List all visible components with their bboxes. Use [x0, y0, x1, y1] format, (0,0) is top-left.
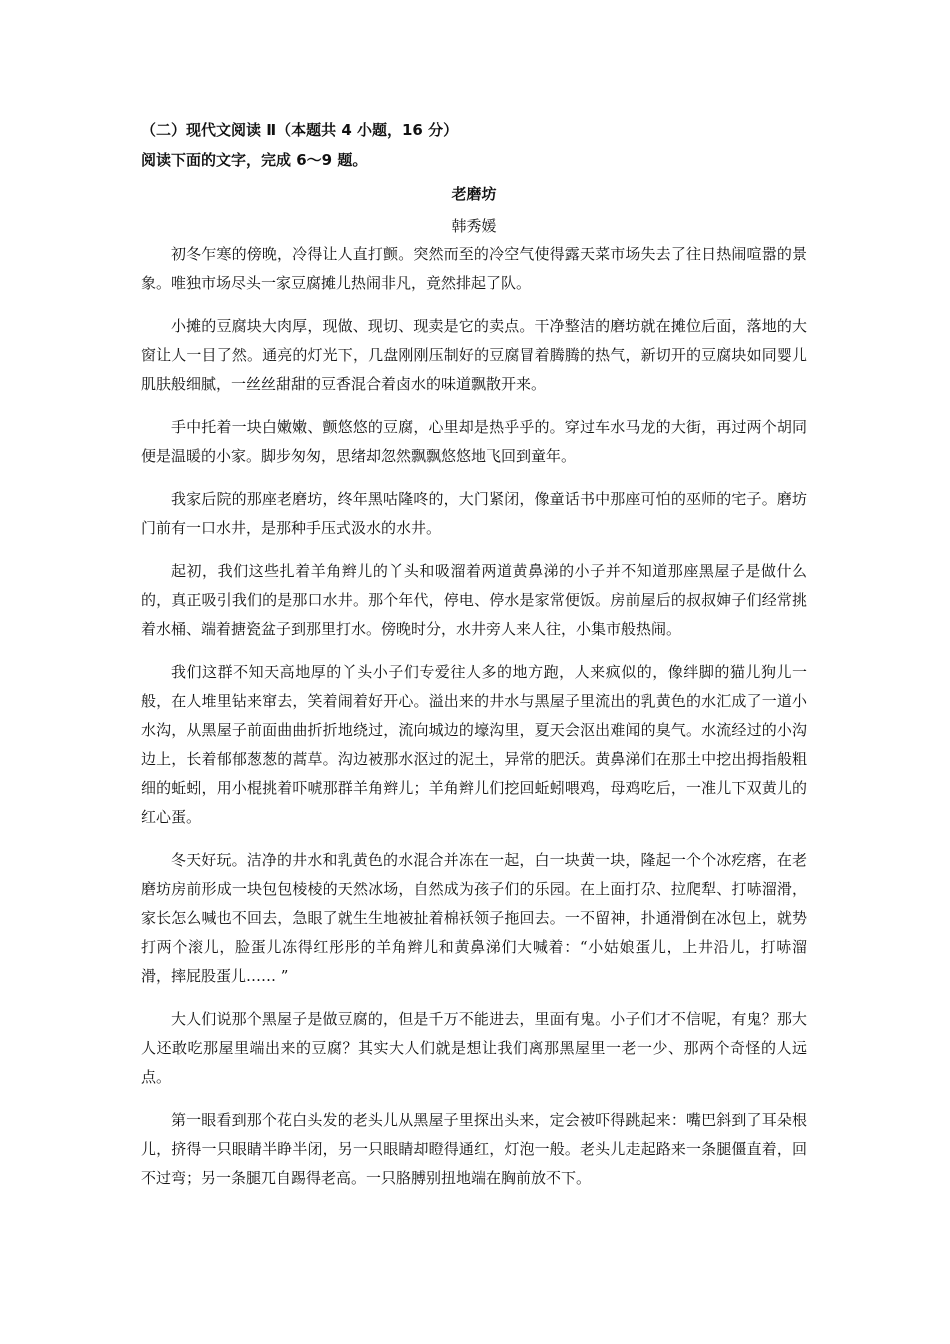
paragraph-9: 第一眼看到那个花白头发的老头儿从黑屋子里探出头来，定会被吓得跳起来：嘴巴斜到了耳朵根儿，挤得一只眼睛半睁半闭，另一只眼睛却瞪得通红，灯泡一般。老头儿走起路来一条腿僵直着，回不过弯；另一条腿兀自踢得老高。一只胳膊别扭地端在胸前放不下。	[141, 1111, 807, 1187]
paragraph-3: 手中托着一块白嫩嫩、颤悠悠的豆腐，心里却是热乎乎的。穿过车水马龙的大街，再过两个胡同便是温暖的小家。脚步匆匆，思绪却忽然飘飘悠悠地飞回到童年。	[141, 418, 807, 465]
paragraph-7: 冬天好玩。洁净的井水和乳黄色的水混合并冻在一起，白一块黄一块，隆起一个个冰疙瘩，在老磨坊房前形成一块包包棱棱的天然冰场，自然成为孩子们的乐园。在上面打尕、拉爬犁、打哧溜滑，家长怎么喊也不回去，急眼了就生生地被扯着棉袄领子拖回去。一不留神，扑通滑倒在冰包上，就势打两个滚儿，脸蛋儿冻得红彤彤的羊角辫儿和黄鼻涕们大喊着：“小姑娘蛋儿，上井沿儿，打哧溜滑，摔屁股蛋儿…… ”	[141, 851, 807, 985]
paragraph-8: 大人们说那个黑屋子是做豆腐的，但是千万不能进去，里面有鬼。小子们才不信呢，有鬼？那大人还敢吃那屋里端出来的豆腐？其实大人们就是想让我们离那黑屋里一老一少、那两个奇怪的人远点。	[141, 1010, 807, 1086]
reading-instruction: 阅读下面的文字，完成 6～9 题。	[141, 151, 368, 169]
paragraph-6: 我们这群不知天高地厚的丫头小子们专爱往人多的地方跑，人来疯似的，像绊脚的猫儿狗儿一般，在人堆里钻来窜去，笑着闹着好开心。溢出来的井水与黑屋子里流出的乳黄色的水汇成了一道小水沟，从黑屋子前面曲曲折折地绕过，流向城边的壕沟里，夏天会沤出难闻的臭气。水流经过的小沟边上，长着郁郁葱葱的蒿草。沟边被那水沤过的泥土，异常的肥沃。黄鼻涕们在那土中挖出拇指般粗细的蚯蚓，用小棍挑着吓唬那群羊角辫儿；羊角辫儿们挖回蚯蚓喂鸡，母鸡吃后，一准儿下双黄儿的红心蛋。	[141, 663, 807, 826]
article-title: 老磨坊	[451, 185, 497, 203]
article-body	[141, 240, 807, 1193]
paragraph-4: 我家后院的那座老磨坊，终年黑咕隆咚的，大门紧闭，像童话书中那座可怕的巫师的宅子。磨坊门前有一口水井，是那种手压式汲水的水井。	[141, 490, 807, 537]
paragraph-5: 起初，我们这些扎着羊角辫儿的丫头和吸溜着两道黄鼻涕的小子并不知道那座黑屋子是做什么的，真正吸引我们的是那口水井。那个年代，停电、停水是家常便饭。房前屋后的叔叔婶子们经常挑着水桶、端着搪瓷盆子到那里打水。傍晚时分，水井旁人来人往，小集市般热闹。	[141, 562, 807, 638]
article-author: 韩秀媛	[451, 217, 497, 235]
paragraph-1: 初冬乍寒的傍晚，冷得让人直打颤。突然而至的冷空气使得露天菜市场失去了往日热闹喧嚣的景象。唯独市场尽头一家豆腐摊儿热闹非凡，竟然排起了队。	[141, 245, 807, 292]
paragraph-2: 小摊的豆腐块大肉厚，现做、现切、现卖是它的卖点。干净整洁的磨坊就在摊位后面，落地的大窗让人一目了然。通亮的灯光下，几盘刚刚压制好的豆腐冒着腾腾的热气，新切开的豆腐块如同婴儿肌肤般细腻，一丝丝甜甜的豆香混合着卤水的味道飘散开来。	[141, 317, 807, 393]
document-page	[141, 118, 807, 1193]
section-heading: （二）现代文阅读 Ⅱ（本题共 4 小题，16 分）	[141, 121, 459, 139]
